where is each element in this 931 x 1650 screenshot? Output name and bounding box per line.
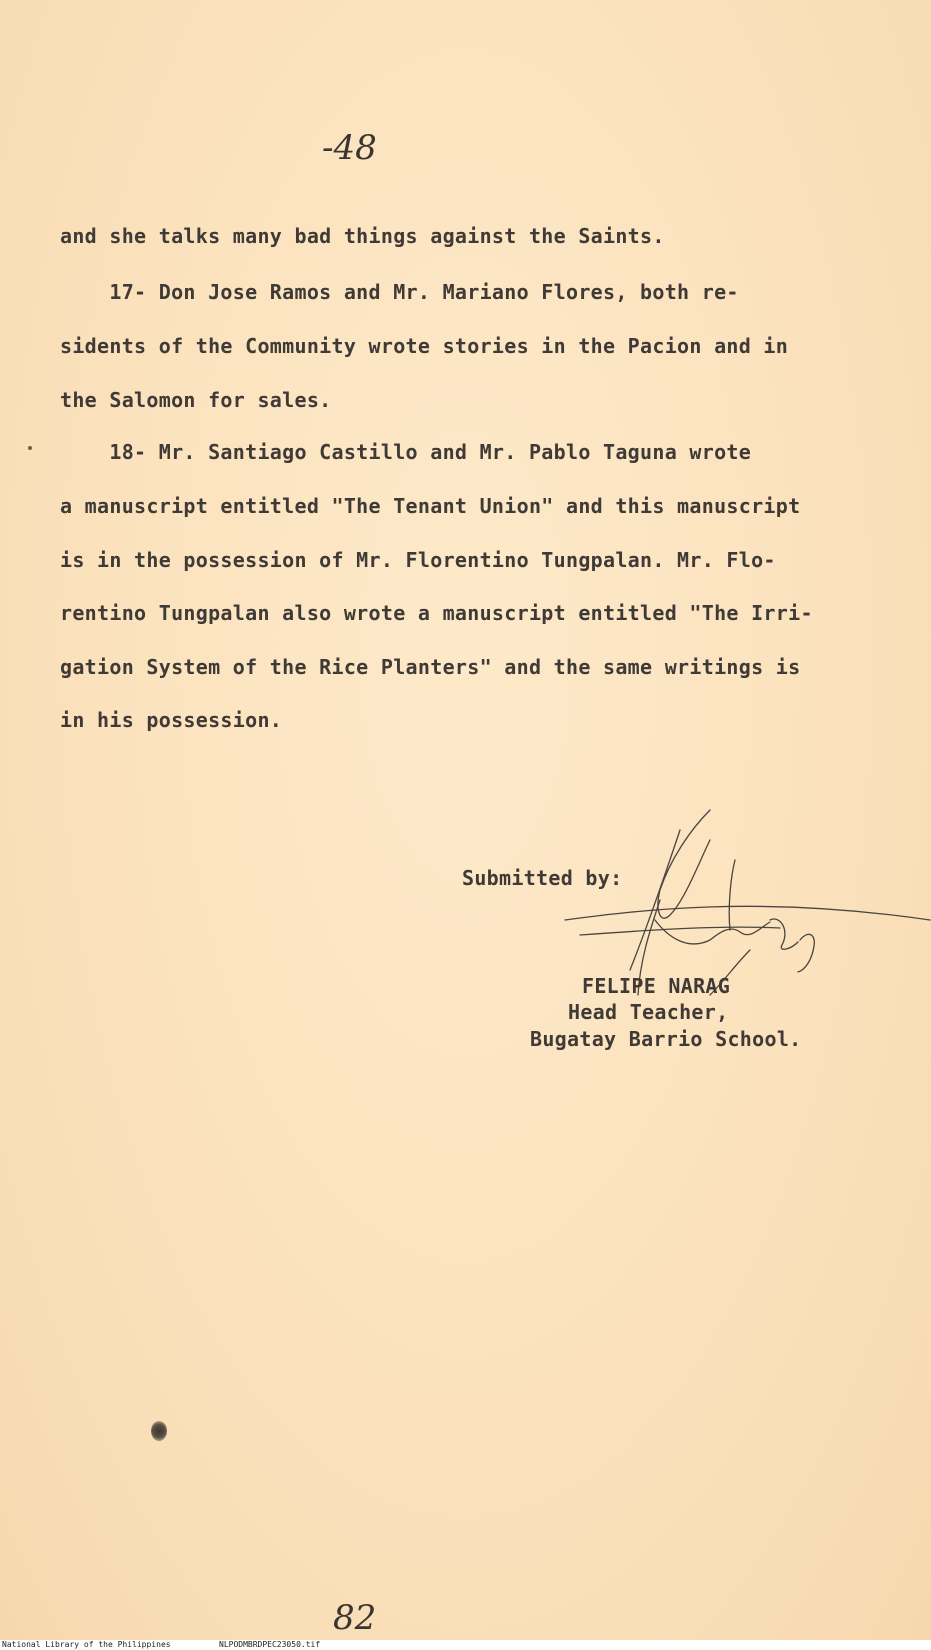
body-line: and she talks many bad things against the Saints.	[60, 224, 665, 248]
signatory-school: Bugatay Barrio School.	[530, 1027, 802, 1051]
body-line: 17- Don Jose Ramos and Mr. Mariano Flores, both re-	[60, 280, 739, 304]
body-line: gation System of the Rice Planters" and the same writings is	[60, 655, 801, 679]
body-line: sidents of the Community wrote stories in the Pacion and in	[60, 334, 789, 358]
body-line: the Salomon for sales.	[60, 388, 332, 412]
handwritten-signature	[560, 800, 931, 1000]
footer-filename: NLPODMBRDPEC23050.tif	[219, 1640, 321, 1649]
ink-blot	[151, 1421, 167, 1441]
ink-dot	[28, 446, 32, 450]
page-number: -48	[322, 128, 377, 168]
submitted-by-label: Submitted by:	[462, 866, 623, 890]
body-line: 18- Mr. Santiago Castillo and Mr. Pablo Taguna wrote	[60, 440, 752, 464]
archive-footer	[0, 1640, 931, 1650]
body-line: in his possession.	[60, 708, 283, 732]
footer-library: National Library of the Philippines	[2, 1640, 171, 1649]
body-line: a manuscript entitled "The Tenant Union" and this manuscript	[60, 494, 801, 518]
body-line: is in the possession of Mr. Florentino Tungpalan. Mr. Flo-	[60, 548, 776, 572]
signatory-name: FELIPE NARAG	[582, 974, 731, 998]
handwritten-note: 82	[333, 1598, 377, 1638]
body-line: rentino Tungpalan also wrote a manuscript entitled "The Irri-	[60, 601, 813, 625]
signatory-title: Head Teacher,	[568, 1000, 729, 1024]
